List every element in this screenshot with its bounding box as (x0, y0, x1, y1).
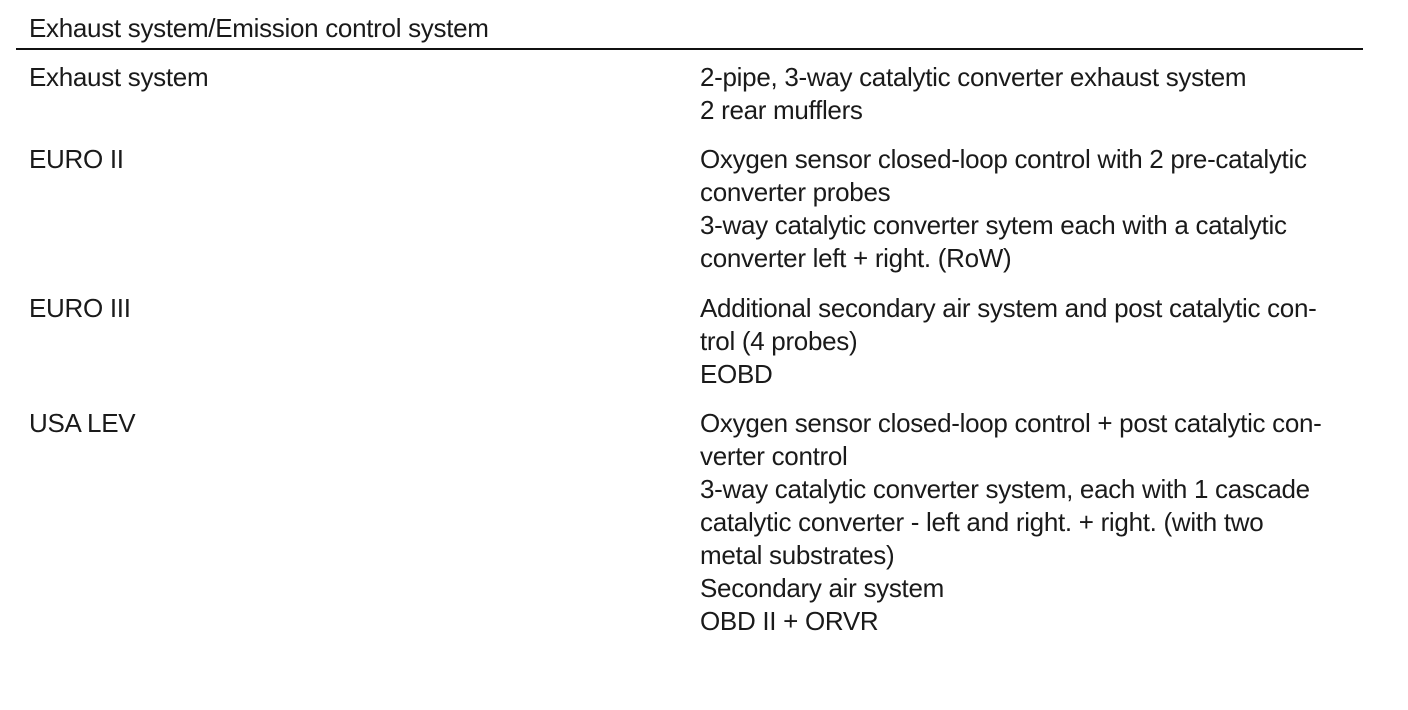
spec-value-line: metal substrates) (700, 540, 895, 570)
spec-value (700, 407, 1350, 638)
spec-value-line: verter control (700, 441, 848, 471)
spec-value-line: catalytic converter - left and right. + right. (with two (700, 507, 1264, 537)
spec-label: USA LEV (29, 408, 136, 438)
spec-value-line: Secondary air system (700, 573, 944, 603)
spec-value-line: Additional secondary air system and post catalytic con- (700, 293, 1317, 323)
spec-value-line: 3-way catalytic converter system, each with 1 cascade (700, 474, 1310, 504)
section-title: Exhaust system/Emission control system (29, 13, 489, 43)
spec-value-line: Oxygen sensor closed-loop control + post catalytic con- (700, 408, 1322, 438)
spec-value-line: OBD II + ORVR (700, 606, 879, 636)
spec-value-line: EOBD (700, 359, 773, 389)
spec-value (700, 292, 1350, 391)
spec-value-line: 2-pipe, 3-way catalytic converter exhaust system (700, 62, 1247, 92)
spec-value-line: Oxygen sensor closed-loop control with 2 pre-catalytic (700, 144, 1307, 174)
spec-label: Exhaust system (29, 62, 209, 92)
spec-value (700, 143, 1350, 275)
spec-value-line: converter left + right. (RoW) (700, 243, 1012, 273)
spec-label: EURO III (29, 293, 131, 323)
spec-value-line: 3-way catalytic converter sytem each with a catalytic (700, 210, 1287, 240)
spec-value (700, 61, 1350, 127)
spec-value-line: converter probes (700, 177, 891, 207)
spec-value-line: trol (4 probes) (700, 326, 858, 356)
spec-value-line: 2 rear mufflers (700, 95, 863, 125)
header-divider (16, 48, 1363, 50)
spec-label: EURO II (29, 144, 124, 174)
